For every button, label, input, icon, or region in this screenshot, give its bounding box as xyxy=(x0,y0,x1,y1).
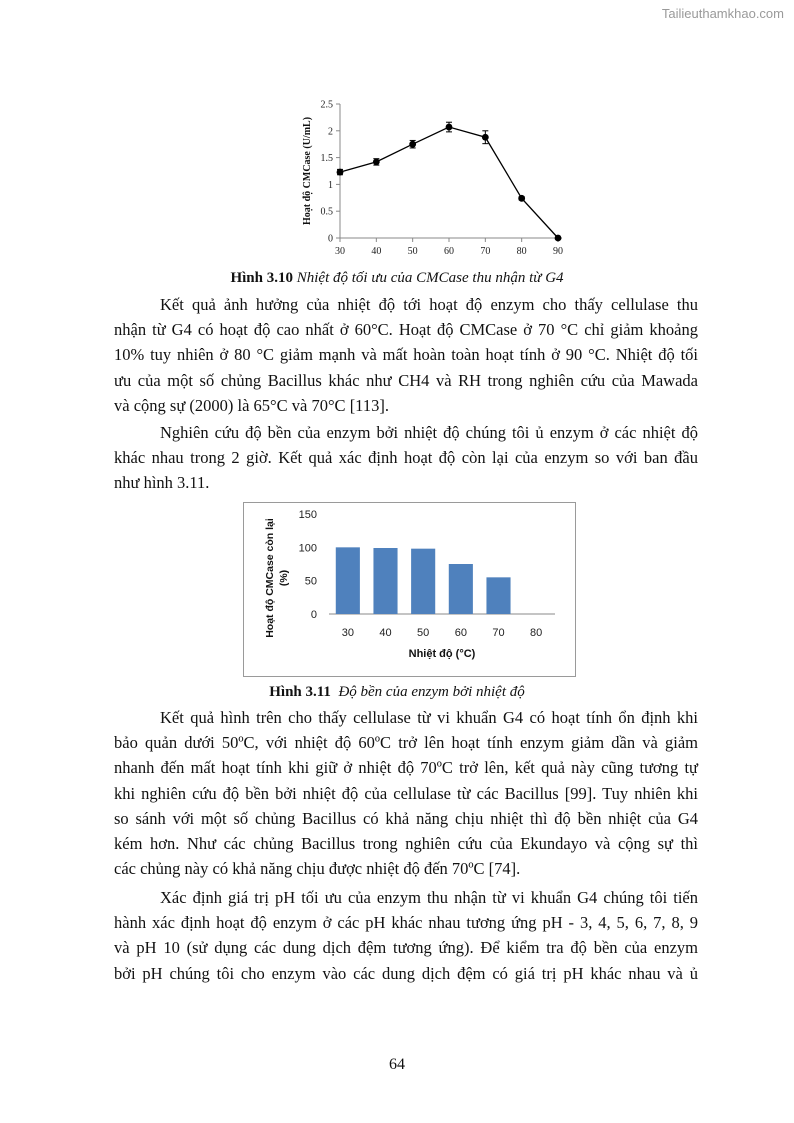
paragraph-1 xyxy=(114,292,698,418)
text-line: và pH 10 (sử dụng các dung dịch đệm tương ứng). Để kiểm tra độ bền của enzym xyxy=(114,938,698,958)
figure-3-11-text: Độ bền của enzym bởi nhiệt độ xyxy=(338,684,525,700)
y-tick-label: 2 xyxy=(328,126,333,138)
text-line: Xác định giá trị pH tối ưu của enzym thu nhận từ vi khuẩn G4 chúng tôi tiến xyxy=(160,888,698,907)
text-line: hành xác định hoạt độ enzym ở các pH khác nhau tương ứng pH - 3, 4, 5, 6, 7, 8, 9 xyxy=(114,913,698,933)
text-line: nhanh đến mất hoạt tính khi giữ ở nhiệt độ 70ºC trở lên, kết quả này cũng tương tự xyxy=(114,758,698,778)
page-number: 64 xyxy=(389,1056,405,1073)
x-tick-label: 70 xyxy=(480,246,491,257)
x-tick-label: 30 xyxy=(335,246,345,257)
text-line: so sánh với một số chủng Bacillus có khả năng chịu nhiệt thì độ bền nhiệt của G4 xyxy=(114,808,698,828)
x-tick-label: 80 xyxy=(530,627,543,639)
data-point xyxy=(409,141,416,148)
x-tick-label: 40 xyxy=(379,627,392,639)
x-tick-label: 70 xyxy=(492,627,505,639)
text-line: bởi pH chúng tôi cho enzym vào các dung dịch đệm có giá trị pH khác nhau và ủ xyxy=(114,963,698,983)
paragraph-4 xyxy=(114,885,698,986)
x-tick-label: 50 xyxy=(407,246,418,257)
y-tick-label: 1 xyxy=(328,179,333,191)
paragraph-3 xyxy=(114,705,698,881)
x-tick-label: 80 xyxy=(516,246,527,257)
text-line: các chủng này có khả năng chịu được nhiệt độ đến 70ºC [74]. xyxy=(114,859,521,879)
bar xyxy=(449,564,473,614)
y-tick-label: 2.5 xyxy=(320,99,333,111)
y-tick-label: 150 xyxy=(298,509,317,521)
watermark: Tailieuthamkhao.com xyxy=(661,6,784,21)
x-tick-label: 60 xyxy=(444,246,454,257)
text-line: nhận từ G4 có hoạt độ cao nhất ở 60°C. Hoạt độ CMCase ở 70 °C chỉ giảm khoảng xyxy=(114,320,698,340)
figure-3-10-caption xyxy=(0,270,794,287)
text-line: bảo quản dưới 50ºC, với nhiệt độ 60ºC trở lên hoạt tính enzym giảm dần và giảm xyxy=(114,733,698,753)
bar xyxy=(411,549,435,614)
data-point xyxy=(337,169,344,176)
text-line: Kết quả hình trên cho thấy cellulase từ vi khuẩn G4 có hoạt tính ổn định khi xyxy=(160,708,698,727)
x-tick-label: 90 xyxy=(553,246,563,257)
data-point xyxy=(555,235,562,242)
bar-chart-thermal-stability xyxy=(243,502,576,677)
data-point xyxy=(373,158,380,165)
text-line: Kết quả ảnh hưởng của nhiệt độ tới hoạt độ enzym cho thấy cellulase thu xyxy=(160,295,698,314)
figure-3-11-caption xyxy=(0,684,794,701)
data-point xyxy=(482,134,489,141)
y-tick-label: 100 xyxy=(298,542,317,555)
x-tick-label: 30 xyxy=(341,627,354,639)
text-line: khi nghiên cứu độ bền bởi nhiệt độ của cellulase từ các Bacillus [99]. Tuy nhiên khi xyxy=(114,783,698,803)
text-line: như hình 3.11. xyxy=(114,473,210,493)
bar xyxy=(373,548,397,614)
y-axis-label-line1: Hoạt độ CMCase còn lại xyxy=(264,518,276,638)
x-axis-label: Nhiệt độ (°C) xyxy=(408,648,476,660)
x-tick-label: 40 xyxy=(371,246,382,257)
y-axis-label: Hoạt độ CMCase (U/mL) xyxy=(302,116,313,226)
y-tick-label: 0 xyxy=(310,609,317,621)
bar xyxy=(486,577,510,614)
y-tick-label: 0.5 xyxy=(320,206,333,218)
text-line: ưu của một số chủng Bacillus khác như CH4 và RH trong nghiên cứu của Mawada xyxy=(114,370,698,390)
text-line: Nghiên cứu độ bền của enzym bởi nhiệt độ chúng tôi ủ enzym ở các nhiệt độ xyxy=(160,423,698,442)
line-chart-optimal-temperature xyxy=(290,96,580,262)
figure-3-10-text: Nhiệt độ tối ưu của CMCase thu nhận từ G4 xyxy=(296,270,564,286)
data-point xyxy=(518,195,525,202)
bar xyxy=(336,547,360,614)
text-line: và cộng sự (2000) là 65°C và 70°C [113]. xyxy=(114,395,389,415)
text-line: 10% tuy nhiên ở 80 °C giảm mạnh và mất hoàn toàn hoạt tính ở 90 °C. Nhiệt độ tối xyxy=(114,345,698,365)
figure-3-11-label: Hình 3.11 xyxy=(269,684,331,700)
y-axis-label-line2: (%) xyxy=(278,569,290,587)
y-tick-label: 1.5 xyxy=(320,153,333,165)
text-line: kém hơn. Như các chủng Bacillus trong nghiên cứu của Ekundayo và cộng sự thì xyxy=(114,833,698,853)
y-tick-label: 0 xyxy=(328,233,333,245)
x-tick-label: 60 xyxy=(454,627,467,639)
y-tick-label: 50 xyxy=(304,575,317,588)
text-line: khác nhau trong 2 giờ. Kết quả xác định hoạt độ còn lại của enzym so với ban đầu xyxy=(114,448,698,468)
x-tick-label: 50 xyxy=(417,627,430,639)
data-point xyxy=(446,124,453,131)
series-line xyxy=(340,127,558,238)
paragraph-2 xyxy=(114,420,698,496)
figure-3-10-label: Hình 3.10 xyxy=(230,270,293,286)
